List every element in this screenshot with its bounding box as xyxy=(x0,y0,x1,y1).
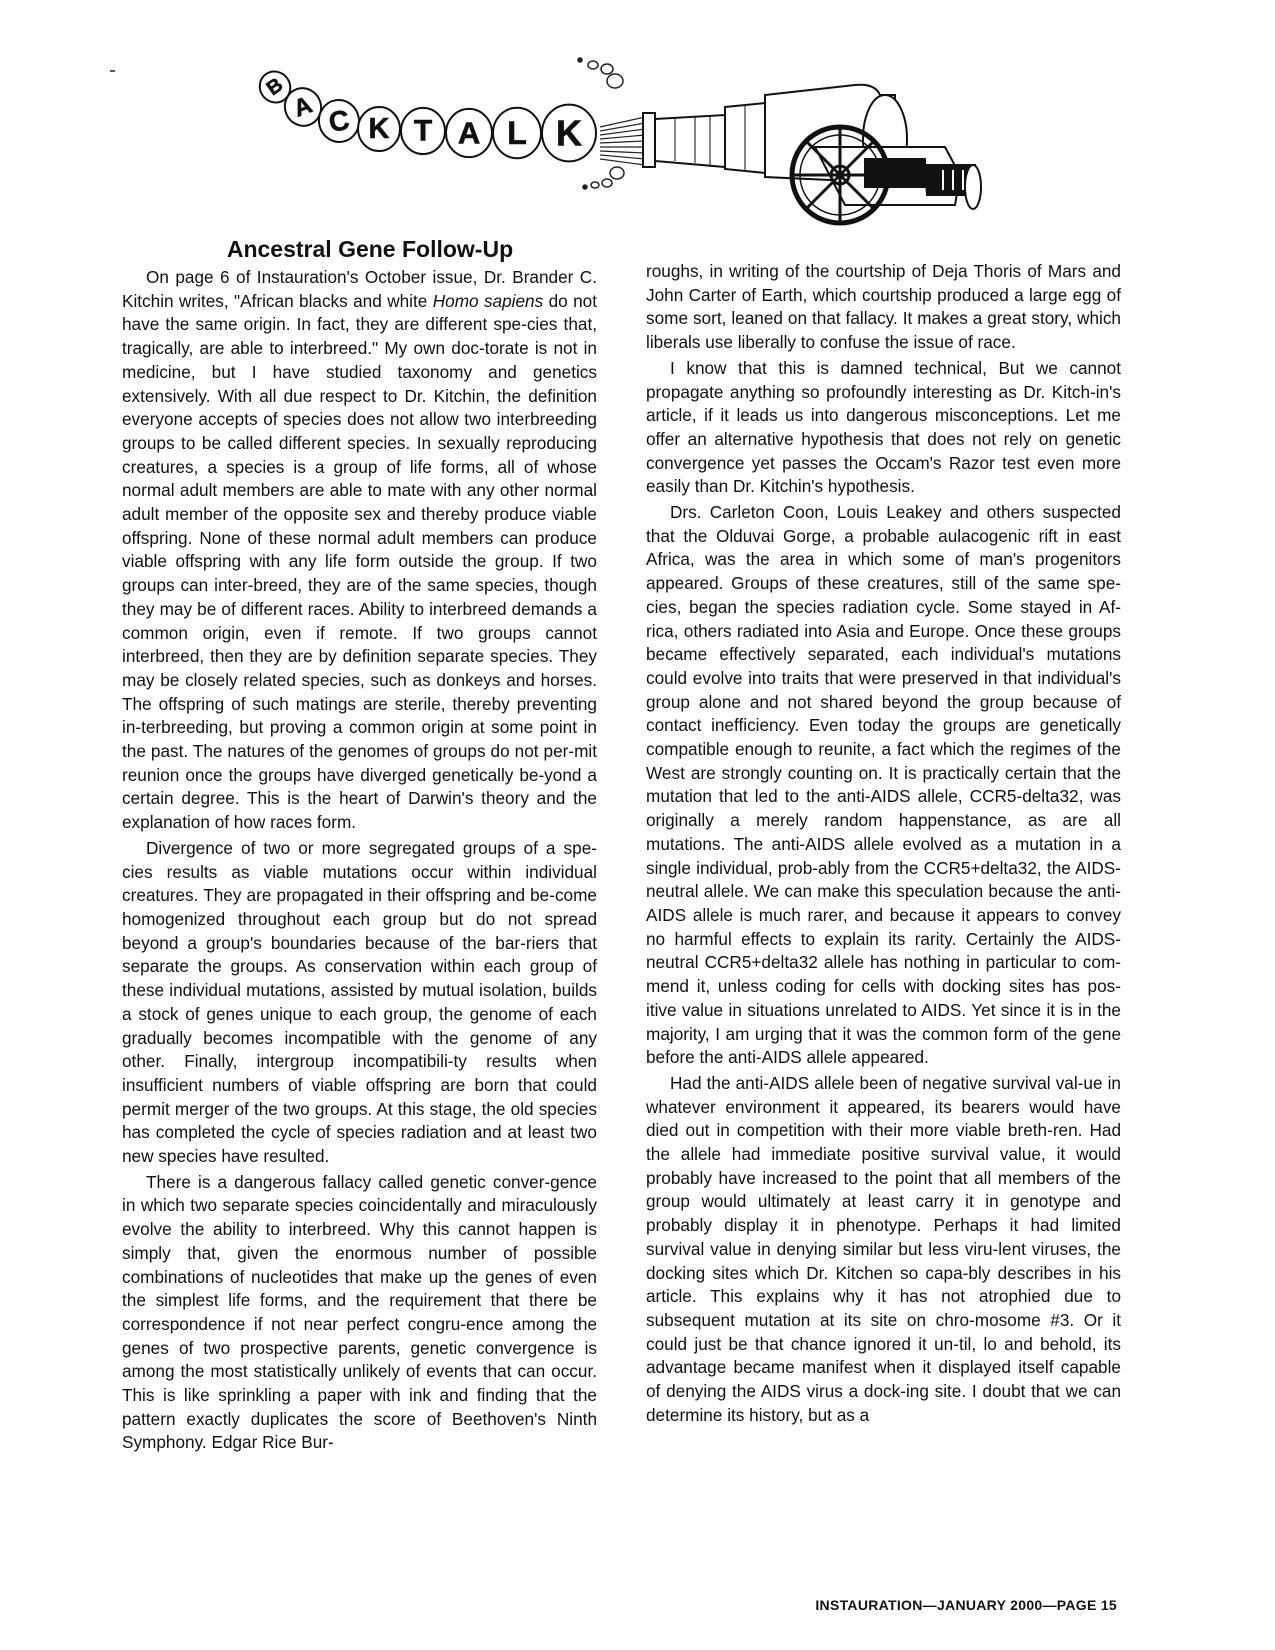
body-paragraph: I know that this is damned technical, But we cannot propagate anything so profoundly interesting as Dr. Kitch-in's article, if it leads us into dangerous misconceptions. Let me offer an alternative hypothesis that does not rely on genetic convergence yet passes the Occam's Razor test even more easily than Dr. Kitchin's hypothesis. xyxy=(646,357,1121,497)
svg-text:C: C xyxy=(326,103,352,139)
svg-text:B: B xyxy=(262,73,288,101)
svg-text:K: K xyxy=(556,112,582,154)
body-paragraph: Had the anti-AIDS allele been of negative survival val-ue in whatever environment it appeared, its bearers would have died out in competition with their more viable breth-ren. Had the allele had immediate positive survival value, it would probably have increased to the point that all members of the group would ultimately at least carry it in genotype and probably display it in phenotype. Perhaps it had limited survival value in denying similar but less viru-lent viruses, the docking sites which Dr. Kitchen so capa-bly describes in his article. This explains why it has not atrophied due to subsequent mutation at its site on chro-mosome #3. Or it could just be that chance ignored it un-til, lo and behold, its advantage became manifest when it displayed itself capable of denying the AIDS virus a dock-ing site. I doubt that we can determine its history, but as a xyxy=(646,1072,1121,1425)
svg-text:A: A xyxy=(457,115,481,151)
left-column xyxy=(122,266,597,1455)
running-footer: INSTAURATION—JANUARY 2000—PAGE 15 xyxy=(815,1597,1117,1613)
body-paragraph: Divergence of two or more segregated groups of a spe-cies results as viable mutations occur within individual creatures. They are propagated in their offspring and be-come homogenized throughout each group but do not spread beyond a group's boundaries because of the bar-riers that separate the groups. As conservation within each group of these individual mutations, assisted by mutual isolation, builds a stock of genes unique to each group, the genome of each gradually becomes incompatible with the genome of any other. Finally, intergroup incompatibili-ty results when insufficient numbers of viable offspring are born that could permit merger of the two groups. At this stage, the old species has completed the cycle of species radiation and at least two new species have resulted. xyxy=(122,837,597,1167)
cannon-blast-lines xyxy=(600,117,645,165)
backtalk-letters xyxy=(255,65,596,161)
backtalk-letter xyxy=(542,105,596,162)
svg-text:T: T xyxy=(413,114,433,148)
article-title: Ancestral Gene Follow-Up xyxy=(226,236,514,262)
stray-mark xyxy=(110,70,115,72)
backtalk-letter xyxy=(316,97,363,145)
svg-text:K: K xyxy=(368,113,390,145)
right-column xyxy=(646,260,1121,1427)
backtalk-letter xyxy=(446,109,492,157)
cannon-wheel xyxy=(792,127,888,223)
body-paragraph: On page 6 of Instauration's October issue, Dr. Brander C. Kitchin writes, "African blacks and white Homo sapiens do not have the same origin. In fact, they are different spe-cies that, tragically, are able to interbreed." My own doc-torate is not in medicine, but I have studied taxonomy and genetics extensively. With all due respect to Dr. Kitchin, the definition everyone accepts of species does not allow two interbreeding groups to be called different species. In sexually reproducing creatures, a species is a group of life forms, all of whose normal adult members are able to mate with any other normal adult member of the opposite sex and thereby produce viable offspring. None of these normal adult members can produce viable offspring with any life form outside the group. If two groups can inter-breed, they are of the same species, though they may be of different races. Ability to interbreed demands a common origin, even if remote. If two groups cannot interbreed, then they are by definition separate species. They may be closely related species, such as donkeys and horses. The offspring of such matings are sterile, thereby preventing in-terbreeding, but proving a common origin at some point in the past. The natures of the genomes of groups do not per-mit reunion once the groups have diverged genetically be-yond a certain degree. This is the heart of Darwin's theory and the explanation of how races form. xyxy=(122,267,597,833)
backtalk-letter xyxy=(401,108,445,154)
backtalk-letter xyxy=(493,108,541,158)
svg-text:A: A xyxy=(290,91,316,123)
backtalk-letter xyxy=(358,107,400,151)
body-paragraph: There is a dangerous fallacy called genetic conver-gence in which two separate species coincidentally and miraculously evolve the ability to interbreed. Why this cannot happen is simply that, given the enormous number of possible combinations of nucleotides that make up the genes of even the simplest life forms, and the requirement that there be correspondence if not near perfect congru-ence among the genes of two prospective parents, genetic convergence is among the most statistically unlikely of events that can occur. This is like sprinkling a paper with ink and finding that the pattern exactly duplicates the score of Beethoven's Ninth Symphony. Edgar Rice Bur- xyxy=(122,1171,597,1453)
body-paragraph: Drs. Carleton Coon, Louis Leakey and others suspected that the Olduvai Gorge, a probable aulacogenic rift in east Africa, was the area in which some of man's progenitors appeared. Groups of these creatures, still of the same spe-cies, began the species radiation cycle. Some stayed in Af-rica, others radiated into Asia and Europe. Once these groups became effectively separated, each individual's mutations could evolve into traits that were preserved in that individual's group alone and not shared beyond the group because of contact inefficiency. Even today the groups are genetically compatible enough to reunite, a fact which the regimes of the West are strongly counting on. It is practically certain that the mutation that led to the anti-AIDS allele, CCR5-delta32, was originally a merely random happenstance, as are all mutations. The anti-AIDS allele evolved as a mutation in a single individual, prob-ably from the CCR5+delta32, the AIDS-neutral allele. We can make this speculation because the anti-AIDS allele is much rarer, and because it appears to convey no harmful effects to explain its rarity. Certainly the AIDS-neutral CCR5+delta32 allele has nothing in particular to com-mend it, unless coding for cells with docking sites has pos-itive value in situations unrelated to AIDS. Yet since it is in the majority, I am urging that it was the common form of the gene before the anti-AIDS allele appeared. xyxy=(646,502,1121,1068)
body-paragraph: roughs, in writing of the courtship of Deja Thoris of Mars and John Carter of Earth, which courtship produced a large egg of some sort, leaned on that fallacy. It makes a great story, which liberals use liberally to confuse the issue of race. xyxy=(646,261,1121,353)
svg-text:L: L xyxy=(507,115,527,151)
species-name: Homo sapiens xyxy=(432,290,544,311)
backtalk-cannon-illustration xyxy=(255,55,985,230)
